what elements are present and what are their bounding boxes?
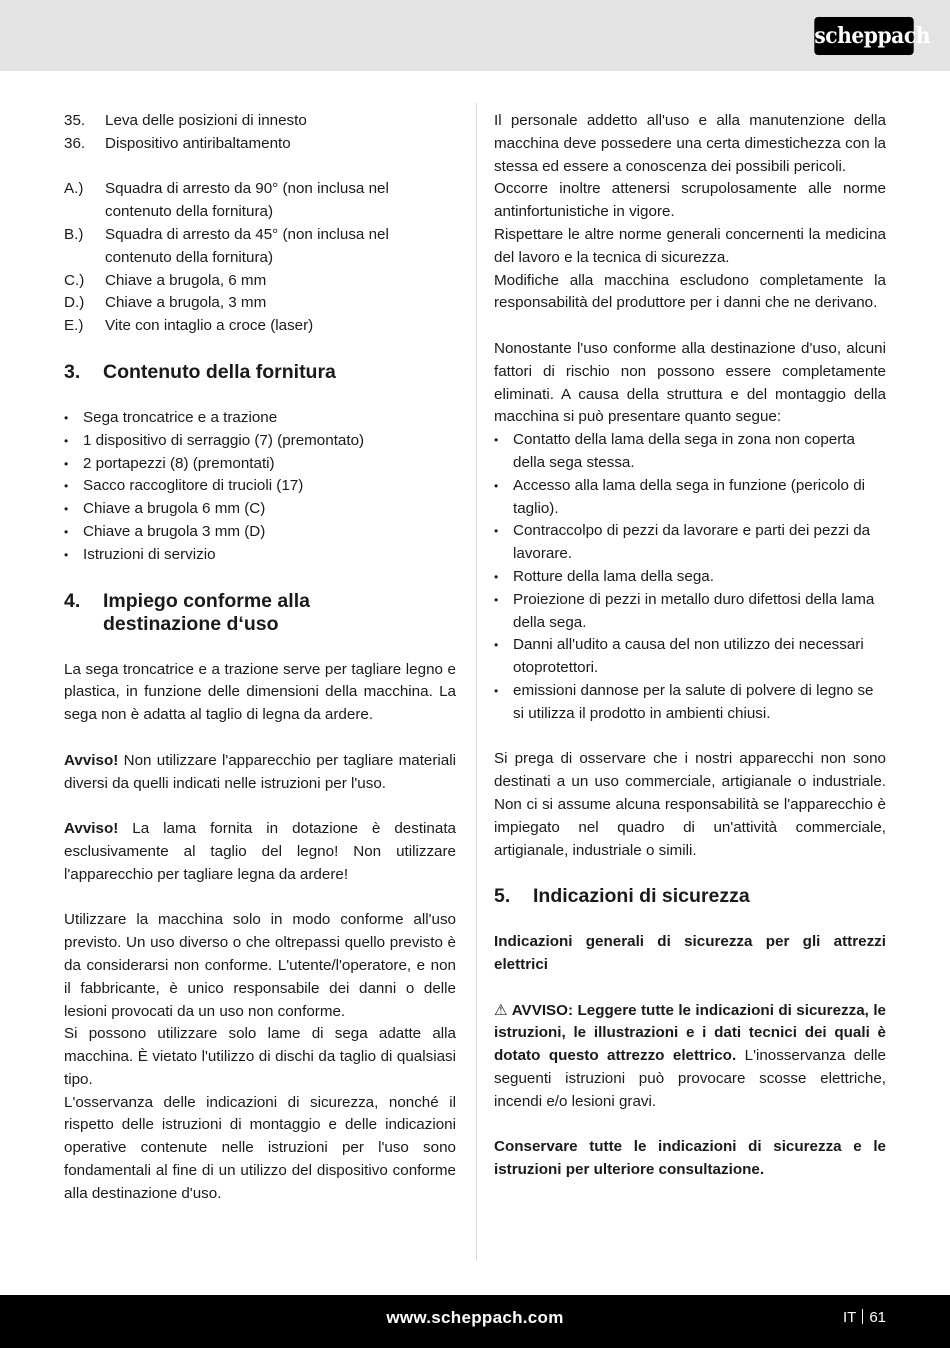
section-number: 5. <box>494 885 511 908</box>
part-label: Chiave a brugola, 3 mm <box>105 294 267 312</box>
list-item: • 1 dispositivo di serraggio (7) (premontato) <box>64 430 456 453</box>
paragraph: Occorre inoltre attenersi scrupolosamente alle norme antinfortunistiche in vigore. <box>494 180 886 221</box>
left-column <box>64 110 456 1206</box>
paragraph: Il personale addetto all'uso e alla manutenzione della macchina deve possedere una certa dimestichezza con la stessa ed essere a conoscenza dei possibili pericoli. <box>494 112 886 175</box>
footer-bar <box>0 1295 950 1348</box>
list-item: • Sega troncatrice e a trazione <box>64 407 456 430</box>
part-label: Leva delle posizioni di innesto <box>105 112 307 129</box>
part-letter: A.) <box>64 180 84 198</box>
section-number: 3. <box>64 360 81 383</box>
warning-label: Avviso! <box>64 820 119 838</box>
part-item <box>64 292 456 315</box>
part-letter: C.) <box>64 271 85 289</box>
section-title: Contenuto della fornitura <box>103 360 336 383</box>
part-item <box>64 270 456 293</box>
section-title-line: Impiego conforme alla <box>103 589 310 612</box>
list-item: • emissioni dannose per la salute di polvere di legno se si utilizza il prodotto in ambienti chiusi. <box>494 680 886 726</box>
part-letter: E.) <box>64 317 84 335</box>
website-link[interactable]: www.scheppach.com <box>386 1308 564 1327</box>
section-title: Indicazioni di sicurezza <box>533 885 750 908</box>
part-item <box>64 178 456 224</box>
part-number: 36. <box>64 134 86 152</box>
warning-bold-text: AVVISO: Leggere tutte le indicazioni di sicurezza, le istruzioni, le illustrazioni e i dati tecnici dei quali è dotato questo attrezzo elettrico. <box>494 1001 886 1065</box>
part-label: Dispositivo antiribaltamento <box>105 134 291 152</box>
part-label: Squadra di arresto da 90° (non inclusa nel contenuto della fornitura) <box>105 180 389 221</box>
list-item: • Danni all'udito a causa del non utilizzo dei necessari otoprotettori. <box>494 634 886 680</box>
part-item <box>64 110 456 133</box>
list-item: • Rotture della lama della sega. <box>494 566 886 589</box>
list-item: • Contatto della lama della sega in zona non coperta della sega stessa. <box>494 429 886 475</box>
risk-list <box>494 429 886 725</box>
part-label: Chiave a brugola, 6 mm <box>105 271 267 289</box>
section-number: 4. <box>64 589 81 612</box>
column-divider <box>476 103 477 1260</box>
list-item: • Sacco raccoglitore di trucioli (17) <box>64 475 456 498</box>
list-item: • Accesso alla lama della sega in funzione (pericolo di taglio). <box>494 475 886 521</box>
paragraph: Utilizzare la macchina solo in modo conforme all'uso previsto. Un uso diverso o che oltrepassi quello previsto è da considerarsi non conforme. L'utente/l'operatore, e non il fabbricante, è unico responsabile dei danni o delle lesioni provocati da un uso non conforme. <box>64 911 456 1020</box>
separator <box>862 1309 863 1324</box>
list-item: • 2 portapezzi (8) (premontati) <box>64 453 456 476</box>
scheppach-logo: scheppach <box>814 17 913 55</box>
page-indicator <box>843 1295 886 1341</box>
keep-instructions-note: Conservare tutte le indicazioni di sicurezza e le istruzioni per ulteriore consultazione. <box>494 1138 886 1179</box>
subheading: Indicazioni generali di sicurezza per gli attrezzi elettrici <box>494 933 886 974</box>
list-item: • Proiezione di pezzi in metallo duro difettosi della lama della sega. <box>494 589 886 635</box>
delivery-contents-list <box>64 407 456 567</box>
paragraph: Rispettare le altre norme generali concernenti la medicina del lavoro e la tecnica di sicurezza. <box>494 225 886 266</box>
part-item <box>64 133 456 156</box>
list-item: • Chiave a brugola 3 mm (D) <box>64 521 456 544</box>
part-item <box>64 224 456 270</box>
warning-label: Avviso! <box>64 751 119 769</box>
paragraph: La sega troncatrice e a trazione serve per tagliare legno e plastica, in funzione delle dimensioni della macchina. La sega non è adatta al taglio di legna da ardere. <box>64 660 456 724</box>
paragraph: Modifiche alla macchina escludono completamente la responsabilità del produttore per i danni che ne derivano. <box>494 271 886 312</box>
right-column <box>494 110 886 1182</box>
warning-text: Non utilizzare l'apparecchio per tagliare materiali diversi da quelli indicati nelle istruzioni per l'uso. <box>64 751 456 792</box>
part-item <box>64 315 456 338</box>
section-5-heading <box>494 885 886 908</box>
warning-triangle-icon: ⚠ <box>494 1001 508 1019</box>
list-item: • Contraccolpo di pezzi da lavorare e parti dei pezzi da lavorare. <box>494 520 886 566</box>
header-bar <box>0 0 950 71</box>
part-number: 35. <box>64 112 86 129</box>
warning-text: La lama fornita in dotazione è destinata esclusivamente al taglio del legno! Non utilizzare l'apparecchio per tagliare legna da ardere! <box>64 820 456 883</box>
list-item: • Chiave a brugola 6 mm (C) <box>64 498 456 521</box>
paragraph: Nonostante l'uso conforme alla destinazione d'uso, alcuni fattori di rischio non possono essere completamente eliminati. A causa della struttura e del montaggio della macchina si può presentare quanto segue: <box>494 339 886 426</box>
paragraph: L'osservanza delle indicazioni di sicurezza, nonché il rispetto delle istruzioni di montaggio e delle indicazioni operative contenute nelle istruzioni per l'uso sono fondamentali al fine di un utilizzo del dispositivo conforme alla destinazione d'uso. <box>64 1093 456 1202</box>
list-item: • Istruzioni di servizio <box>64 544 456 567</box>
section-3-heading <box>64 361 456 384</box>
part-label: Vite con intaglio a croce (laser) <box>105 317 314 335</box>
section-4-heading <box>64 590 456 636</box>
language-code: IT <box>842 1309 857 1326</box>
part-letter: B.) <box>64 225 84 243</box>
part-label: Squadra di arresto da 45° (non inclusa nel contenuto della fornitura) <box>105 225 389 266</box>
warning-paragraph <box>64 750 456 796</box>
warning-text: L'inosservanza delle seguenti istruzioni può provocare scosse elettriche, incendi e/o lesioni gravi. <box>494 1047 886 1110</box>
warning-paragraph <box>494 1000 886 1114</box>
section-title <box>103 590 456 636</box>
warning-paragraph <box>64 818 456 886</box>
section-title-line: destinazione d‘uso <box>103 612 279 635</box>
part-letter: D.) <box>64 294 85 312</box>
paragraph: Si prega di osservare che i nostri apparecchi non sono destinati a un uso commerciale, artigianale o industriale. Non ci si assume alcuna responsabilità se l'apparecchio è impiegato nel quadro di un'attività commerciale, artigianale, industriale o simili. <box>494 750 886 859</box>
page-number: 61 <box>869 1309 886 1326</box>
paragraph: Si possono utilizzare solo lame di sega adatte alla macchina. È vietato l'utilizzo di dischi da taglio di qualsiasi tipo. <box>64 1025 456 1088</box>
